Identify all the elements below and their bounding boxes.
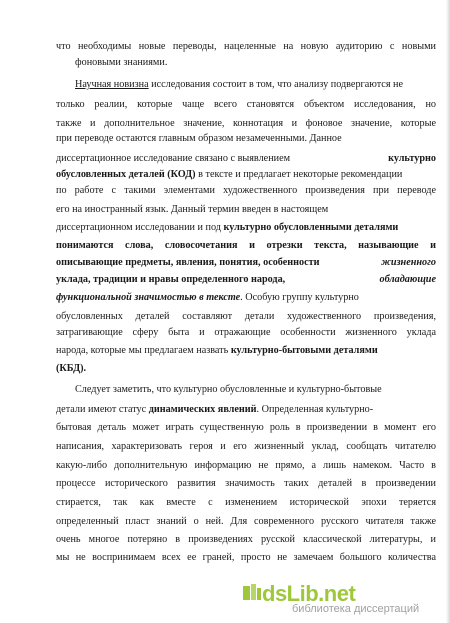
text-line: определенный пласт знаний о ней. Для современного русского читателя также bbox=[56, 516, 436, 527]
book-icon bbox=[242, 583, 262, 603]
text-line: затрагивающие сферу быта и отражающие особенности жизненного уклада bbox=[56, 327, 436, 338]
text-line: Научная новизна исследования состоит в том, что анализу подвергаются не bbox=[75, 79, 404, 90]
text-line: процессе исторического развития значимость таких деталей в произведении bbox=[56, 478, 436, 489]
text-line: уклада, традиции и нравы определенного народа, обладающие bbox=[56, 274, 436, 285]
text-line: написания, характеризовать героя и его жизненный уклад, сообщать читателю bbox=[56, 441, 436, 452]
text-line: фоновыми знаниями. bbox=[75, 57, 168, 68]
text-line: диссертационном исследовании и под культурно обусловленными деталями bbox=[56, 222, 399, 233]
text-line: обусловленных деталей составляют детали художественного произведения, bbox=[56, 311, 436, 322]
watermark-subtitle: библиотека диссертаций bbox=[292, 603, 420, 615]
text-line: Следует заметить, что культурно обусловленные и культурно-бытовые bbox=[75, 384, 382, 395]
text-line: только реалии, которые чаще всего становятся объектом исследования, но bbox=[56, 99, 436, 110]
text-line: мы не воспринимаем всех ее граней, просто не замечаем большого количества bbox=[56, 552, 436, 563]
text-line: диссертационное исследование связано с выявлением культурно bbox=[56, 153, 436, 164]
text-line: что необходимы новые переводы, нацеленные на новую аудиторию с новыми bbox=[56, 41, 436, 52]
text-line: детали имеют статус динамических явлений. Определенная культурно- bbox=[56, 404, 374, 415]
text-line: по работе с такими элементами художественного произведения при переводе bbox=[56, 185, 436, 196]
text-line: при переводе остаются главным образом незамеченными. Данное bbox=[56, 133, 342, 144]
text-line: стирается, так как вместе с изменением исторической эпохи теряется bbox=[56, 497, 436, 508]
section-heading-underlined: Научная новизна bbox=[75, 79, 149, 90]
text-line: обусловленных деталей (КОД) в тексте и предлагает некоторые рекомендации bbox=[56, 169, 403, 180]
text-line: описывающие предметы, явления, понятия, особенности жизненного bbox=[56, 257, 436, 268]
text-line: (КБД). bbox=[56, 363, 87, 374]
text-line: очень многое потеряно в произведениях русской классической литературы, и bbox=[56, 534, 436, 545]
text-line: понимаются слова, словосочетания и отрезки текста, называющие и bbox=[56, 240, 436, 251]
text-line: также и дополнительное значение, коннотация и фоновое значение, которые bbox=[56, 118, 436, 129]
watermark bbox=[236, 581, 444, 619]
text-line: народа, которые мы предлагаем назвать культурно-бытовыми деталями bbox=[56, 345, 378, 356]
text-line: бытовая деталь может играть существенную роль в произведении в момент его bbox=[56, 422, 436, 433]
text-line: его на иностранный язык. Данный термин введен в настоящем bbox=[56, 204, 329, 215]
scan-edge bbox=[446, 0, 450, 623]
text-line: какую-либо дополнительную информацию не прямо, а лишь намеком. Часто в bbox=[56, 460, 436, 471]
watermark-logo: dsLib.net bbox=[262, 581, 356, 606]
text-line: функциональной значимостью в тексте. Особую группу культурно bbox=[56, 292, 359, 303]
